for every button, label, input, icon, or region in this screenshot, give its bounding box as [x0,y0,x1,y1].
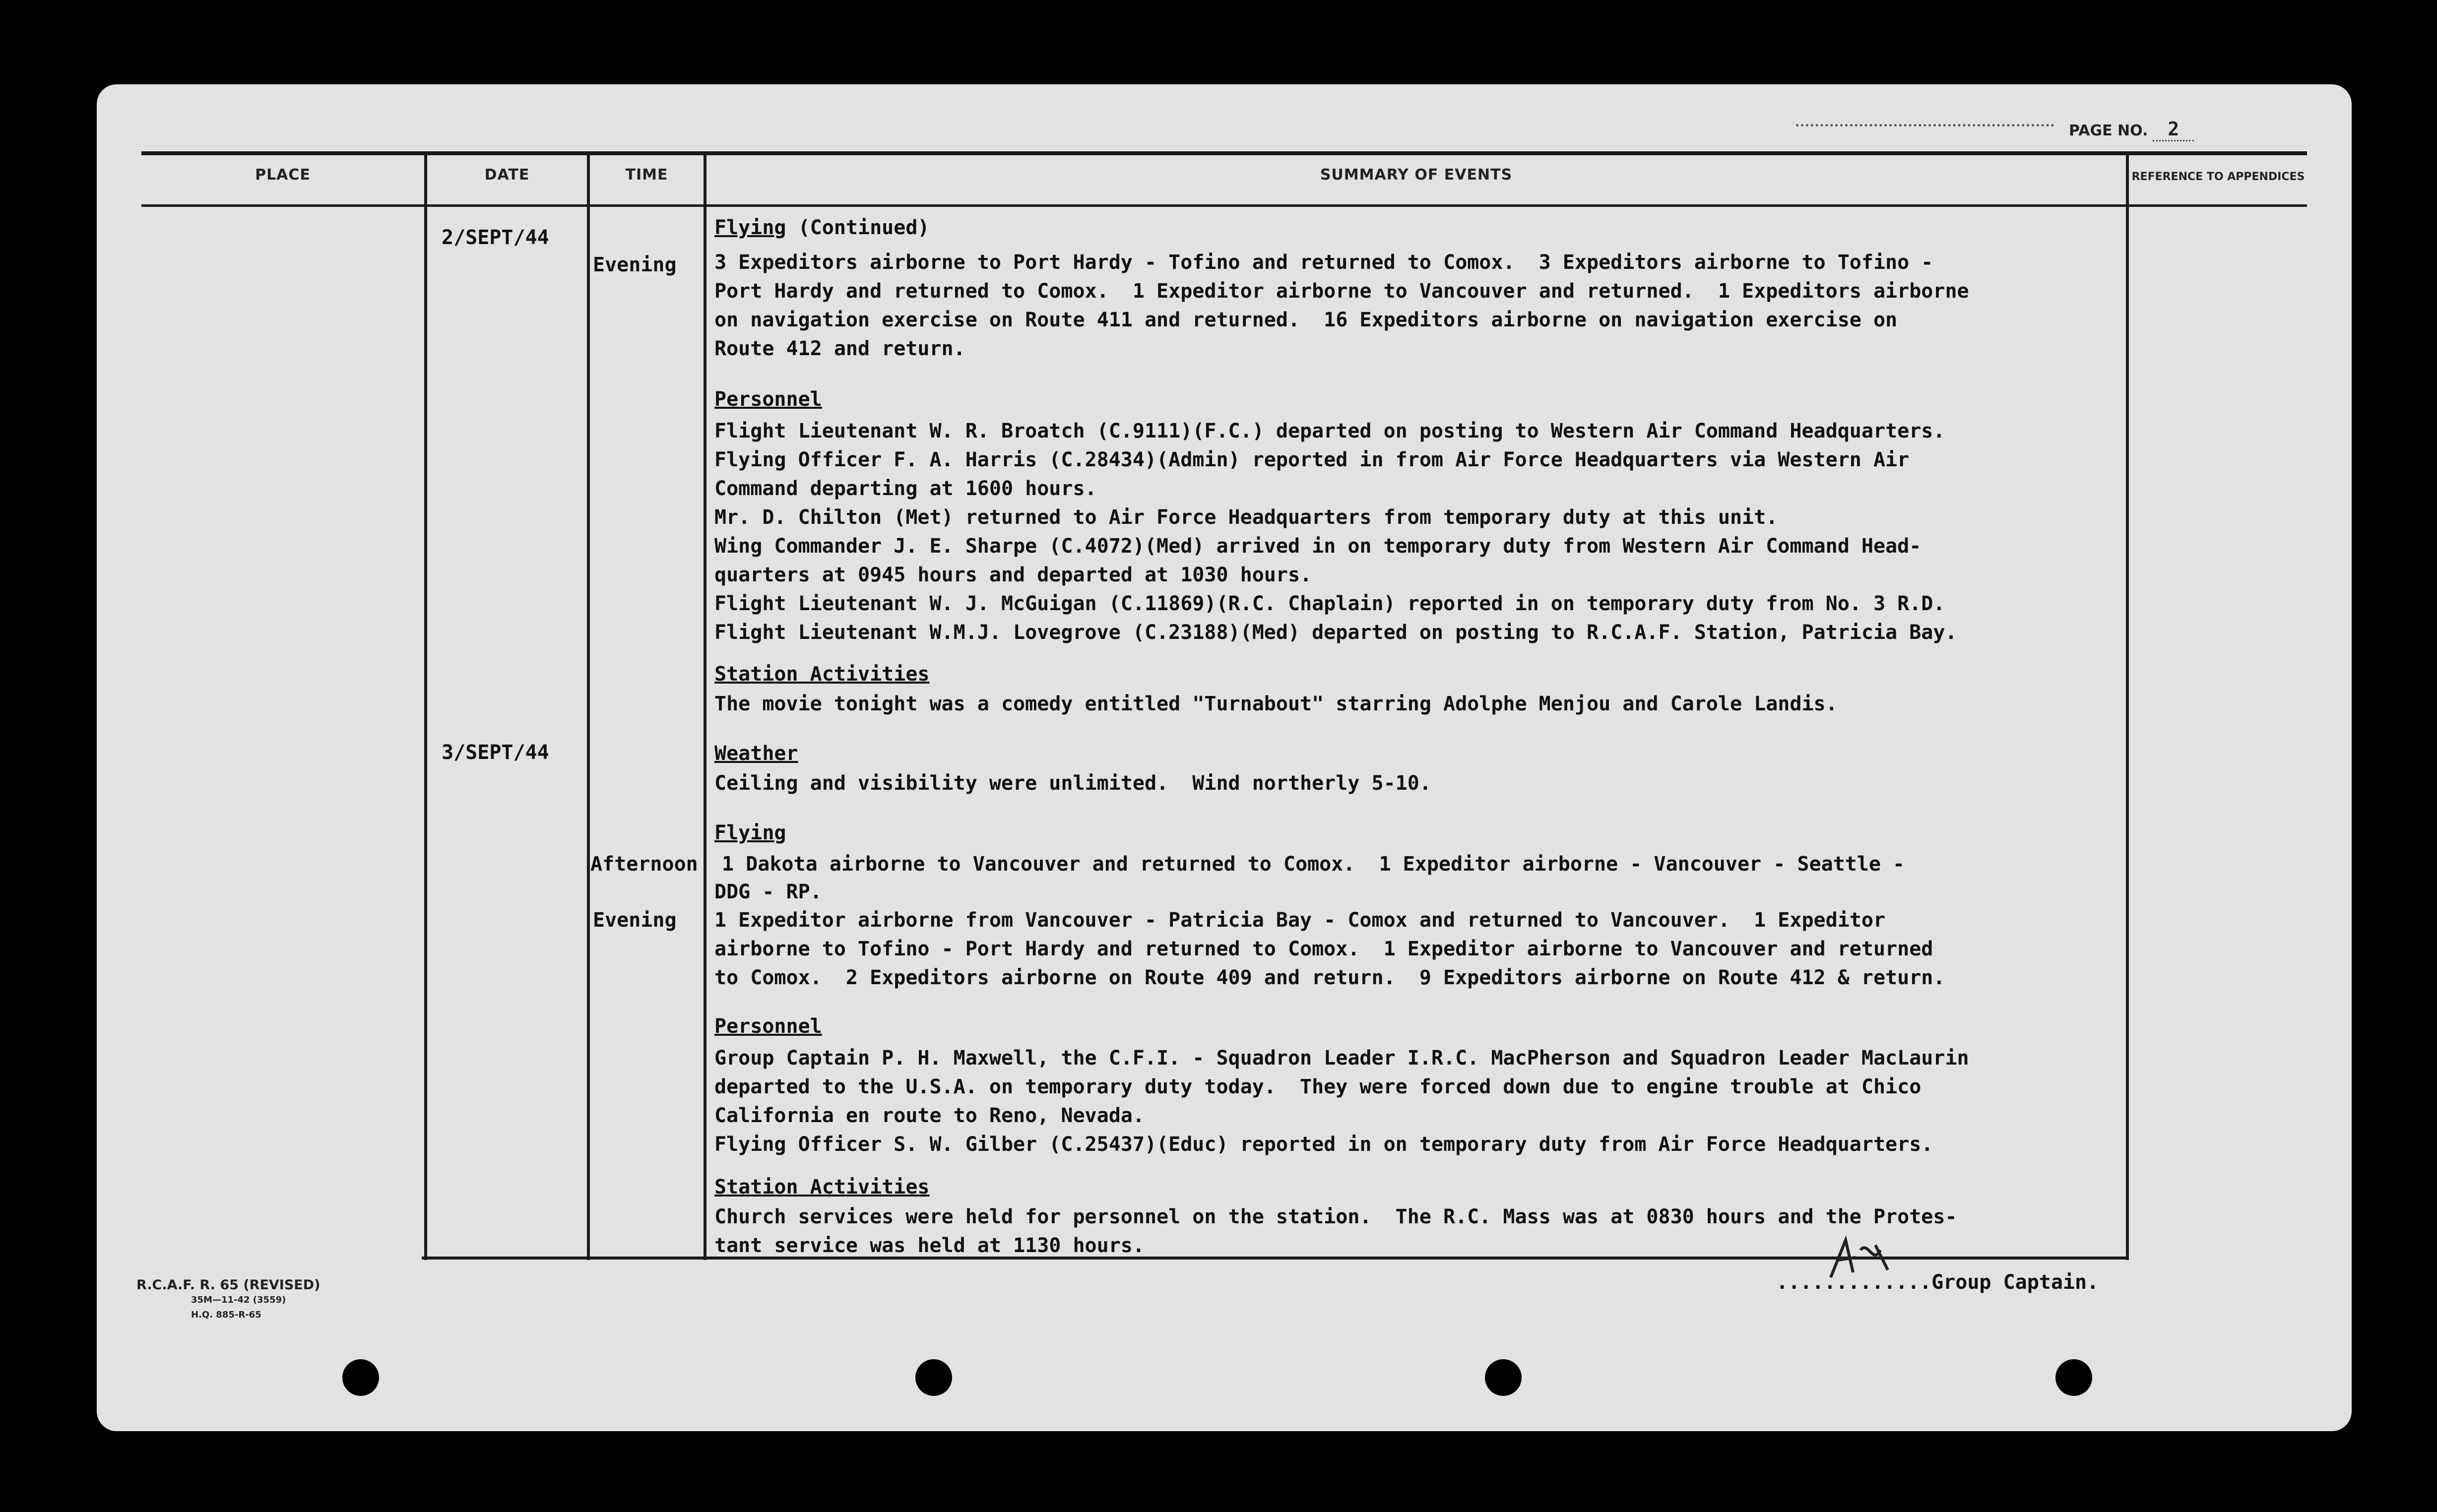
page-number-value: 2 [2153,118,2194,141]
signature-line: .............Group Captain. [1776,1271,2099,1294]
entry-line: Flying Officer S. W. Gilber (C.25437)(Educ) reported in on temporary duty from Air Force Headquarters. [714,1133,1933,1156]
entry-line: The movie tonight was a comedy entitled "Turnabout" starring Adolphe Menjou and Carole Landis. [714,693,1838,715]
section-heading: Personnel [714,1015,822,1038]
entry-line: DDG - RP. [714,881,822,903]
time-entry: Afternoon [590,853,698,876]
section-heading: Weather [714,742,798,765]
entry-line: Mr. D. Chilton (Met) returned to Air Force Headquarters from temporary duty at this unit. [714,506,1778,529]
entry-line: California en route to Reno, Nevada. [714,1104,1145,1127]
header-date: DATE [484,166,530,184]
section-heading: Personnel [714,388,822,411]
entry-line: Flight Lieutenant W. R. Broatch (C.9111)(F.C.) departed on posting to Western Air Command Headquarters. [714,420,1945,442]
entry-line: Group Captain P. H. Maxwell, the C.F.I. - Squadron Leader I.R.C. MacPherson and Squadron Leader MacLaurin [714,1047,1969,1070]
section-heading: Flying [714,821,786,844]
header-summary: SUMMARY OF EVENTS [1320,166,1513,184]
entry-line: tant service was held at 1130 hours. [714,1234,1145,1257]
summary-reference-divider [2126,154,2129,1260]
entry-line: Flying Officer F. A. Harris (C.28434)(Admin) reported in from Air Force Headquarters via Western Air [714,448,1910,471]
binder-hole [915,1359,952,1396]
section-heading [714,213,929,242]
entry-line: on navigation exercise on Route 411 and returned. 16 Expeditors airborne on navigation exercise on [714,309,1898,331]
section-heading: Station Activities [714,1176,930,1198]
date-entry: 2/SEPT/44 [442,226,549,249]
header-place: PLACE [255,166,311,184]
section-heading: Station Activities [714,663,930,686]
section-heading-suffix: (Continued) [786,216,930,239]
place-date-divider [424,154,427,1260]
time-entry: Evening [593,909,677,932]
hq-code: H.Q. 885-R-65 [191,1310,261,1320]
binder-hole [342,1359,379,1396]
print-code: 35M—11-42 (3559) [191,1295,286,1305]
binder-hole [1485,1359,1522,1396]
binder-hole [2055,1359,2092,1396]
form-number: R.C.A.F. R. 65 (REVISED) [136,1277,321,1293]
entry-line: Route 412 and return. [714,337,965,360]
header-time: TIME [625,166,668,184]
header-bottom-rule [141,204,2307,207]
page-number [2069,118,2194,140]
entry-line: Port Hardy and returned to Comox. 1 Expeditor airborne to Vancouver and returned. 1 Expeditors airborne [714,280,1969,303]
entry-line: departed to the U.S.A. on temporary duty today. They were forced down due to engine trouble at Chico [714,1075,1922,1098]
time-summary-divider [704,154,706,1260]
dotted-rule [1796,124,2054,126]
entry-line: Flight Lieutenant W. J. McGuigan (C.11869)(R.C. Chaplain) reported in on temporary duty from No. 3 R.D. [714,592,1945,615]
time-entry: Evening [593,253,677,276]
date-entry: 3/SEPT/44 [442,741,549,764]
table-top-rule [141,151,2307,155]
page-number-label: PAGE NO. [2069,122,2148,139]
entry-line: airborne to Tofino - Port Hardy and returned to Comox. 1 Expeditor airborne to Vancouver and returned [714,938,1933,960]
date-time-divider [587,154,590,1260]
entry-line: Ceiling and visibility were unlimited. Wind northerly 5-10. [714,772,1431,795]
entry-line: Wing Commander J. E. Sharpe (C.4072)(Med) arrived in on temporary duty from Western Air Command Head- [714,535,1922,558]
entry-line: 3 Expeditors airborne to Port Hardy - Tofino and returned to Comox. 3 Expeditors airborne to Tofino - [714,251,1933,274]
entry-line: quarters at 0945 hours and departed at 1030 hours. [714,564,1312,586]
entry-line: 1 Expeditor airborne from Vancouver - Patricia Bay - Comox and returned to Vancouver. 1 Expeditor [714,909,1886,932]
entry-line: 1 Dakota airborne to Vancouver and returned to Comox. 1 Expeditor airborne - Vancouver - Seattle - [722,853,1905,876]
header-reference: REFERENCE TO APPENDICES [2131,171,2305,183]
section-heading-text: Flying [714,216,786,239]
entry-line: to Comox. 2 Expeditors airborne on Route 409 and return. 9 Expeditors airborne on Route 412 & return. [714,966,1945,989]
entry-line: Command departing at 1600 hours. [714,477,1097,500]
entry-line: Flight Lieutenant W.M.J. Lovegrove (C.23188)(Med) departed on posting to R.C.A.F. Station, Patricia Bay. [714,621,1957,644]
entry-line: Church services were held for personnel on the station. The R.C. Mass was at 0830 hours and the Protes- [714,1205,1957,1228]
